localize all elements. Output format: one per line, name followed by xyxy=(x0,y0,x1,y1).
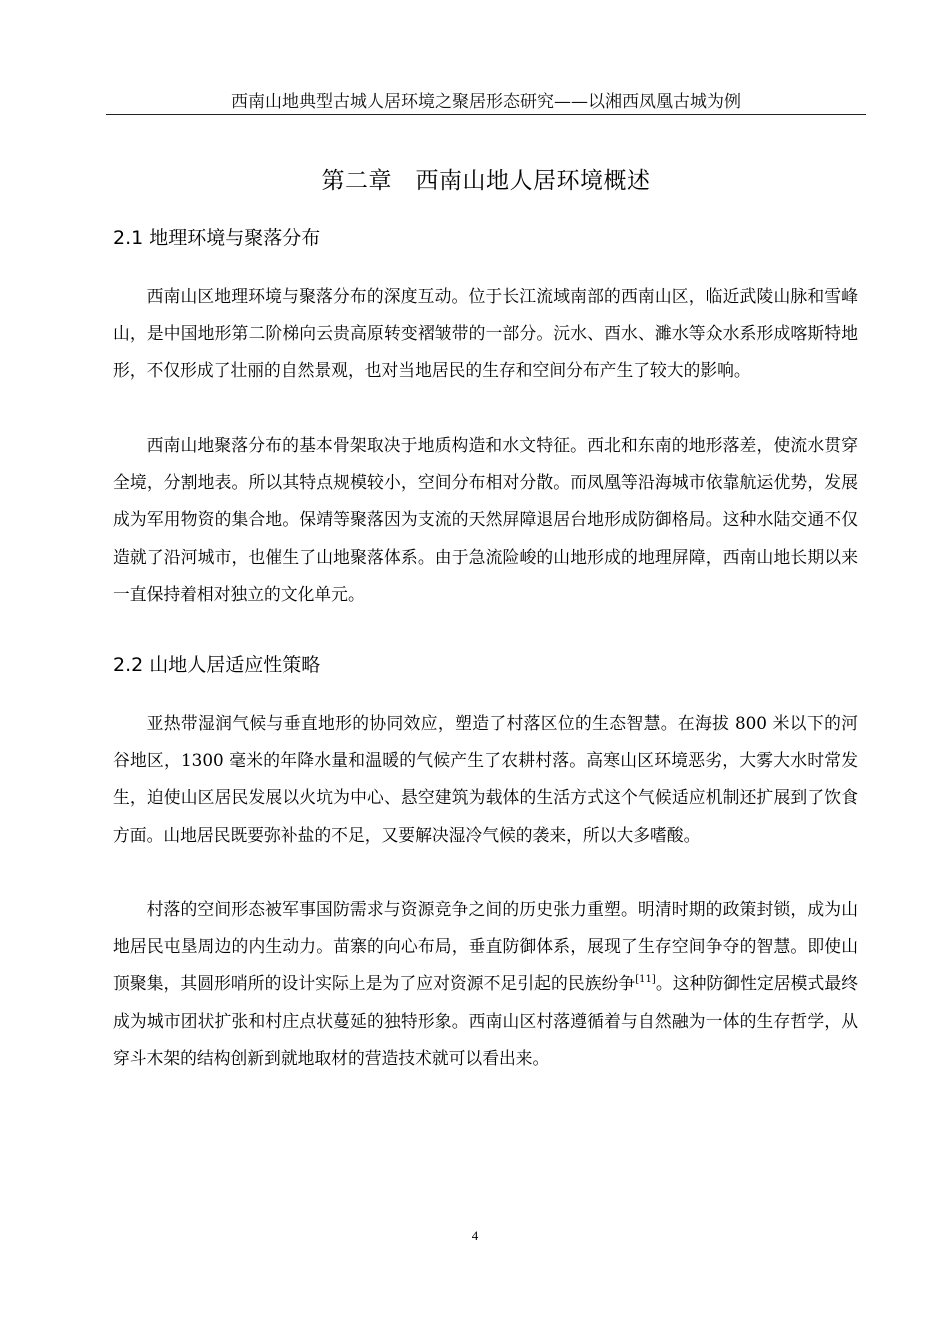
page-number: 4 xyxy=(471,1228,479,1243)
running-header: 西南山地典型古城人居环境之聚居形态研究——以湘西凤凰古城为例 xyxy=(231,92,741,112)
header-rule xyxy=(106,114,866,115)
paragraph-with-citation xyxy=(113,891,858,1077)
section-heading-2-1: 2.1 地理环境与聚落分布 xyxy=(113,227,321,249)
citation-reference[interactable]: [11] xyxy=(635,974,656,986)
paragraph: 西南山区地理环境与聚落分布的深度互动。位于长江流域南部的西南山区，临近武陵山脉和雪峰山，是中国地形第二阶梯向云贵高原转变褶皱带的一部分。沅水、酉水、濉水等众水系形成喀斯特地形，不仅形成了壮丽的自然景观，也对当地居民的生存和空间分布产生了较大的影响。 xyxy=(113,286,858,381)
paragraph: 西南山地聚落分布的基本骨架取决于地质构造和水文特征。西北和东南的地形落差，使流水贯穿全境，分割地表。所以其特点规模较小，空间分布相对分散。而凤凰等沿海城市依靠航运优势，发展成为军用物资的集合地。保靖等聚落因为支流的天然屏障退居台地形成防御格局。这种水陆交通不仅造就了沿河城市，也催生了山地聚落体系。由于急流险峻的山地形成的地理屏障，西南山地长期以来一直保持着相对独立的文化单元。 xyxy=(113,435,858,604)
section-heading-2-2: 2.2 山地人居适应性策略 xyxy=(113,654,321,676)
paragraph: 亚热带湿润气候与垂直地形的协同效应，塑造了村落区位的生态智慧。在海拔 800 米以下的河谷地区，1300 毫米的年降水量和温暖的气候产生了农耕村落。高寒山区环境恶劣，大雾大水时常发生，迫使山区居民发展以火坑为中心、悬空建筑为载体的生活方式这个气候适应机制还扩展到了饮食方面。山地居民既要弥补盐的不足，又要解决湿冷气候的袭来，所以大多嗜酸。 xyxy=(113,713,858,845)
paragraph-text: 。这种防御性定居模式最终成为城市团状扩张和村庄点状蔓延的独特形象。西南山区村落遵循着与自然融为一体的生存哲学，从穿斗木架的结构创新到就地取材的营造技术就可以看出来。 xyxy=(113,973,858,1068)
paragraph-text: 村落的空间形态被军事国防需求与资源竞争之间的历史张力重塑。明清时期的政策封锁，成为山地居民屯垦周边的内生动力。苗寨的向心布局，垂直防御体系，展现了生存空间争夺的智慧。即使山顶聚集，其圆形哨所的设计实际上是为了应对资源不足引起的民族纷争 xyxy=(113,899,858,994)
chapter-title: 第二章 西南山地人居环境概述 xyxy=(321,168,651,195)
